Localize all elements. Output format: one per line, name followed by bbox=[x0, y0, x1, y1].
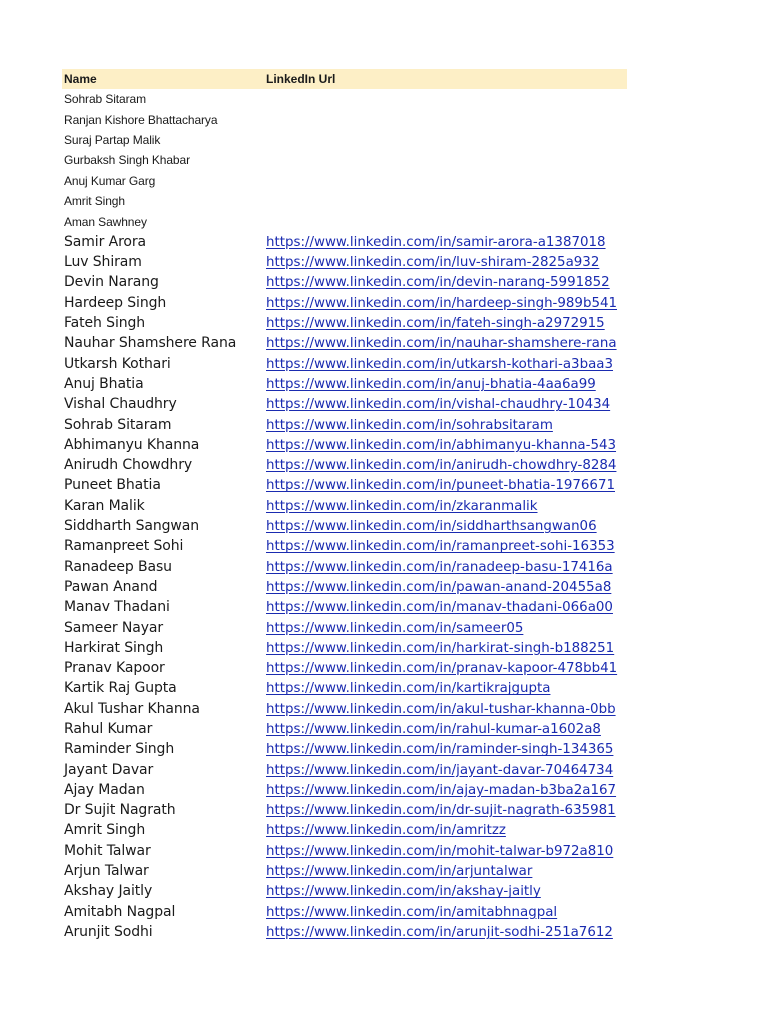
url-cell bbox=[266, 599, 627, 615]
table-row bbox=[62, 252, 627, 272]
table-row bbox=[62, 455, 627, 475]
linkedin-url-link[interactable]: https://www.linkedin.com/in/pranav-kapoor-478bb41 bbox=[266, 661, 618, 677]
table-row bbox=[62, 109, 627, 129]
url-cell bbox=[266, 274, 627, 290]
linkedin-url-link[interactable]: https://www.linkedin.com/in/anuj-bhatia-4aa6a99 bbox=[266, 376, 596, 392]
linkedin-url-link[interactable]: https://www.linkedin.com/in/devin-narang-5991852 bbox=[266, 275, 610, 291]
url-cell bbox=[266, 518, 627, 534]
url-cell bbox=[266, 457, 627, 473]
url-cell bbox=[266, 620, 627, 636]
linkedin-url-link[interactable]: https://www.linkedin.com/in/raminder-singh-134365 bbox=[266, 742, 614, 758]
url-cell bbox=[266, 396, 627, 412]
url-cell bbox=[266, 762, 627, 778]
name-cell[interactable]: Puneet Bhatia bbox=[64, 477, 161, 494]
table-row bbox=[62, 841, 627, 861]
table-row bbox=[62, 272, 627, 292]
url-cell bbox=[266, 559, 627, 575]
name-cell[interactable]: Pranav Kapoor bbox=[64, 660, 165, 677]
name-cell[interactable]: Anuj Kumar Garg bbox=[64, 173, 156, 188]
linkedin-url-link[interactable]: https://www.linkedin.com/in/vishal-chaudhry-10434 bbox=[266, 397, 611, 413]
table-row bbox=[62, 394, 627, 414]
linkedin-url-link[interactable]: https://www.linkedin.com/in/anirudh-chowdhry-8284 bbox=[266, 458, 617, 474]
table-row bbox=[62, 496, 627, 516]
linkedin-url-link[interactable]: https://www.linkedin.com/in/luv-shiram-2825a932 bbox=[266, 255, 600, 271]
linkedin-url-link[interactable]: https://www.linkedin.com/in/akshay-jaitly bbox=[266, 884, 541, 900]
linkedin-url-link[interactable]: https://www.linkedin.com/in/dr-sujit-nagrath-635981 bbox=[266, 803, 616, 819]
linkedin-url-link[interactable]: https://www.linkedin.com/in/nauhar-shamshere-rana bbox=[266, 336, 617, 352]
name-cell[interactable]: Ramanpreet Sohi bbox=[64, 538, 184, 555]
name-cell[interactable]: Nauhar Shamshere Rana bbox=[64, 335, 237, 352]
url-cell bbox=[266, 904, 627, 920]
name-cell[interactable]: Utkarsh Kothari bbox=[64, 355, 171, 372]
table-row bbox=[62, 658, 627, 678]
linkedin-url-link[interactable]: https://www.linkedin.com/in/amitabhnagpal bbox=[266, 904, 558, 920]
table-row bbox=[62, 881, 627, 901]
name-cell[interactable]: Rahul Kumar bbox=[64, 721, 153, 737]
url-cell bbox=[266, 376, 627, 392]
url-cell bbox=[266, 498, 627, 514]
linkedin-url-link[interactable]: https://www.linkedin.com/in/harkirat-singh-b188251 bbox=[266, 640, 615, 656]
name-cell[interactable]: Ranjan Kishore Bhattacharya bbox=[64, 112, 218, 127]
url-cell bbox=[266, 538, 627, 554]
column-header-linkedin-url[interactable]: LinkedIn Url bbox=[266, 72, 336, 86]
linkedin-url-link[interactable]: https://www.linkedin.com/in/fateh-singh-a2972915 bbox=[266, 316, 605, 332]
table-row bbox=[62, 435, 627, 455]
table-row bbox=[62, 89, 627, 109]
table-row bbox=[62, 678, 627, 698]
linkedin-url-link[interactable]: https://www.linkedin.com/in/sameer05 bbox=[266, 620, 524, 636]
url-cell bbox=[266, 640, 627, 656]
url-cell bbox=[266, 315, 627, 331]
name-cell[interactable]: Luv Shiram bbox=[64, 254, 142, 271]
url-cell bbox=[266, 701, 627, 717]
name-cell[interactable]: Kartik Raj Gupta bbox=[64, 680, 177, 697]
name-cell[interactable]: Arunjit Sodhi bbox=[64, 923, 153, 940]
name-cell[interactable]: Anuj Bhatia bbox=[64, 375, 144, 392]
table-row bbox=[62, 556, 627, 576]
linkedin-url-link[interactable]: https://www.linkedin.com/in/arjuntalwar bbox=[266, 864, 533, 880]
table-row bbox=[62, 313, 627, 333]
table-row bbox=[62, 333, 627, 353]
linkedin-url-link[interactable]: https://www.linkedin.com/in/manav-thadani-066a00 bbox=[266, 600, 613, 616]
url-cell bbox=[266, 579, 627, 595]
table-row bbox=[62, 191, 627, 211]
table-row bbox=[62, 475, 627, 495]
linkedin-url-link[interactable]: https://www.linkedin.com/in/siddharthsangwan06 bbox=[266, 519, 597, 535]
name-cell[interactable]: Fateh Singh bbox=[64, 315, 146, 332]
name-cell[interactable]: Harkirat Singh bbox=[64, 639, 164, 656]
table-row bbox=[62, 597, 627, 617]
url-cell bbox=[266, 660, 627, 676]
name-cell[interactable]: Devin Narang bbox=[64, 274, 159, 291]
url-cell bbox=[266, 477, 627, 493]
table-row bbox=[62, 861, 627, 881]
linkedin-url-link[interactable]: https://www.linkedin.com/in/utkarsh-kothari-a3baa3 bbox=[266, 356, 614, 372]
url-cell bbox=[266, 782, 627, 798]
table-row bbox=[62, 922, 627, 942]
table-row bbox=[62, 800, 627, 820]
table-row bbox=[62, 293, 627, 313]
url-cell bbox=[266, 234, 627, 250]
linkedin-url-link[interactable]: https://www.linkedin.com/in/samir-arora-a1387018 bbox=[266, 234, 606, 250]
url-cell bbox=[266, 680, 627, 696]
table-row bbox=[62, 719, 627, 739]
url-cell bbox=[266, 741, 627, 757]
name-cell[interactable]: Jayant Davar bbox=[64, 761, 154, 778]
column-header-name[interactable]: Name bbox=[64, 72, 97, 86]
spreadsheet-table bbox=[62, 69, 627, 942]
url-cell bbox=[266, 924, 627, 940]
name-cell[interactable]: Akshay Jaitly bbox=[64, 883, 153, 900]
name-cell[interactable]: Raminder Singh bbox=[64, 741, 175, 758]
name-cell[interactable]: Gurbaksh Singh Khabar bbox=[64, 153, 190, 168]
table-row bbox=[62, 354, 627, 374]
url-cell bbox=[266, 863, 627, 879]
table-row bbox=[62, 211, 627, 231]
table-row bbox=[62, 577, 627, 597]
rows-with-url bbox=[62, 232, 627, 942]
linkedin-url-link[interactable]: https://www.linkedin.com/in/jayant-davar-70464734 bbox=[266, 762, 614, 778]
name-cell[interactable]: Karan Malik bbox=[64, 497, 145, 514]
url-cell bbox=[266, 295, 627, 311]
table-row bbox=[62, 739, 627, 759]
name-cell[interactable]: Hardeep Singh bbox=[64, 294, 167, 311]
linkedin-url-link[interactable]: https://www.linkedin.com/in/mohit-talwar-b972a810 bbox=[266, 843, 614, 859]
name-cell[interactable]: Abhimanyu Khanna bbox=[64, 436, 200, 453]
table-row bbox=[62, 902, 627, 922]
table-row bbox=[62, 820, 627, 840]
name-cell[interactable]: Siddharth Sangwan bbox=[64, 518, 199, 535]
linkedin-url-link[interactable]: https://www.linkedin.com/in/rahul-kumar-a1602a8 bbox=[266, 722, 601, 737]
table-row bbox=[62, 759, 627, 779]
table-row bbox=[62, 414, 627, 434]
name-cell[interactable]: Arjun Talwar bbox=[64, 863, 149, 880]
table-row bbox=[62, 780, 627, 800]
name-cell[interactable]: Samir Arora bbox=[64, 233, 147, 250]
name-cell[interactable]: Anirudh Chowdhry bbox=[64, 457, 193, 474]
url-cell bbox=[266, 356, 627, 372]
linkedin-url-link[interactable]: https://www.linkedin.com/in/arunjit-sodhi-251a7612 bbox=[266, 924, 613, 940]
name-cell[interactable]: Ranadeep Basu bbox=[64, 558, 172, 575]
linkedin-url-link[interactable]: https://www.linkedin.com/in/zkaranmalik bbox=[266, 498, 538, 514]
linkedin-url-link[interactable]: https://www.linkedin.com/in/ranadeep-basu-17416a bbox=[266, 559, 613, 575]
table-row bbox=[62, 130, 627, 150]
table-row bbox=[62, 374, 627, 394]
linkedin-url-link[interactable]: https://www.linkedin.com/in/ajay-madan-b3ba2a167 bbox=[266, 782, 617, 798]
linkedin-url-link[interactable]: https://www.linkedin.com/in/kartikrajgupta bbox=[266, 681, 551, 697]
rows-without-url bbox=[62, 89, 627, 232]
url-cell bbox=[266, 417, 627, 433]
table-row bbox=[62, 699, 627, 719]
url-cell bbox=[266, 254, 627, 270]
table-row bbox=[62, 638, 627, 658]
name-cell[interactable]: Aman Sawhney bbox=[64, 214, 147, 229]
header-row bbox=[62, 69, 627, 89]
table-row bbox=[62, 171, 627, 191]
name-cell[interactable]: Amitabh Nagpal bbox=[64, 903, 176, 920]
linkedin-url-link[interactable]: https://www.linkedin.com/in/pawan-anand-20455a8 bbox=[266, 579, 612, 595]
table-row bbox=[62, 516, 627, 536]
name-cell[interactable]: Amrit Singh bbox=[64, 822, 146, 839]
name-cell[interactable]: Pawan Anand bbox=[64, 578, 158, 595]
linkedin-url-link[interactable]: https://www.linkedin.com/in/puneet-bhatia-1976671 bbox=[266, 478, 615, 494]
name-cell[interactable]: Sameer Nayar bbox=[64, 619, 164, 636]
name-cell[interactable]: Vishal Chaudhry bbox=[64, 396, 177, 413]
url-cell bbox=[266, 883, 627, 899]
linkedin-url-link[interactable]: https://www.linkedin.com/in/ramanpreet-sohi-16353 bbox=[266, 539, 615, 555]
name-cell[interactable]: Akul Tushar Khanna bbox=[64, 700, 200, 717]
name-cell[interactable]: Mohit Talwar bbox=[64, 842, 151, 859]
url-cell bbox=[266, 822, 627, 838]
name-cell[interactable]: Amrit Singh bbox=[64, 194, 125, 209]
name-cell[interactable]: Dr Sujit Nagrath bbox=[64, 802, 176, 819]
url-cell bbox=[266, 843, 627, 859]
url-cell bbox=[266, 437, 627, 453]
linkedin-url-link[interactable]: https://www.linkedin.com/in/abhimanyu-khanna-543 bbox=[266, 437, 617, 453]
table-row bbox=[62, 617, 627, 637]
name-cell[interactable]: Ajay Madan bbox=[64, 781, 145, 798]
name-cell[interactable]: Sohrab Sitaram bbox=[64, 92, 146, 107]
linkedin-url-link[interactable]: https://www.linkedin.com/in/sohrabsitaram bbox=[266, 417, 553, 433]
linkedin-url-link[interactable]: https://www.linkedin.com/in/hardeep-singh-989b541 bbox=[266, 295, 618, 311]
name-cell[interactable]: Manav Thadani bbox=[64, 599, 170, 616]
linkedin-url-link[interactable]: https://www.linkedin.com/in/amritzz bbox=[266, 823, 506, 839]
url-cell bbox=[266, 802, 627, 818]
url-cell bbox=[266, 721, 627, 737]
name-cell[interactable]: Sohrab Sitaram bbox=[64, 416, 172, 433]
table-row bbox=[62, 232, 627, 252]
table-row bbox=[62, 150, 627, 170]
name-cell[interactable]: Suraj Partap Malik bbox=[64, 132, 161, 147]
linkedin-url-link[interactable]: https://www.linkedin.com/in/akul-tushar-khanna-0bb bbox=[266, 701, 616, 717]
url-cell bbox=[266, 335, 627, 351]
table-row bbox=[62, 536, 627, 556]
